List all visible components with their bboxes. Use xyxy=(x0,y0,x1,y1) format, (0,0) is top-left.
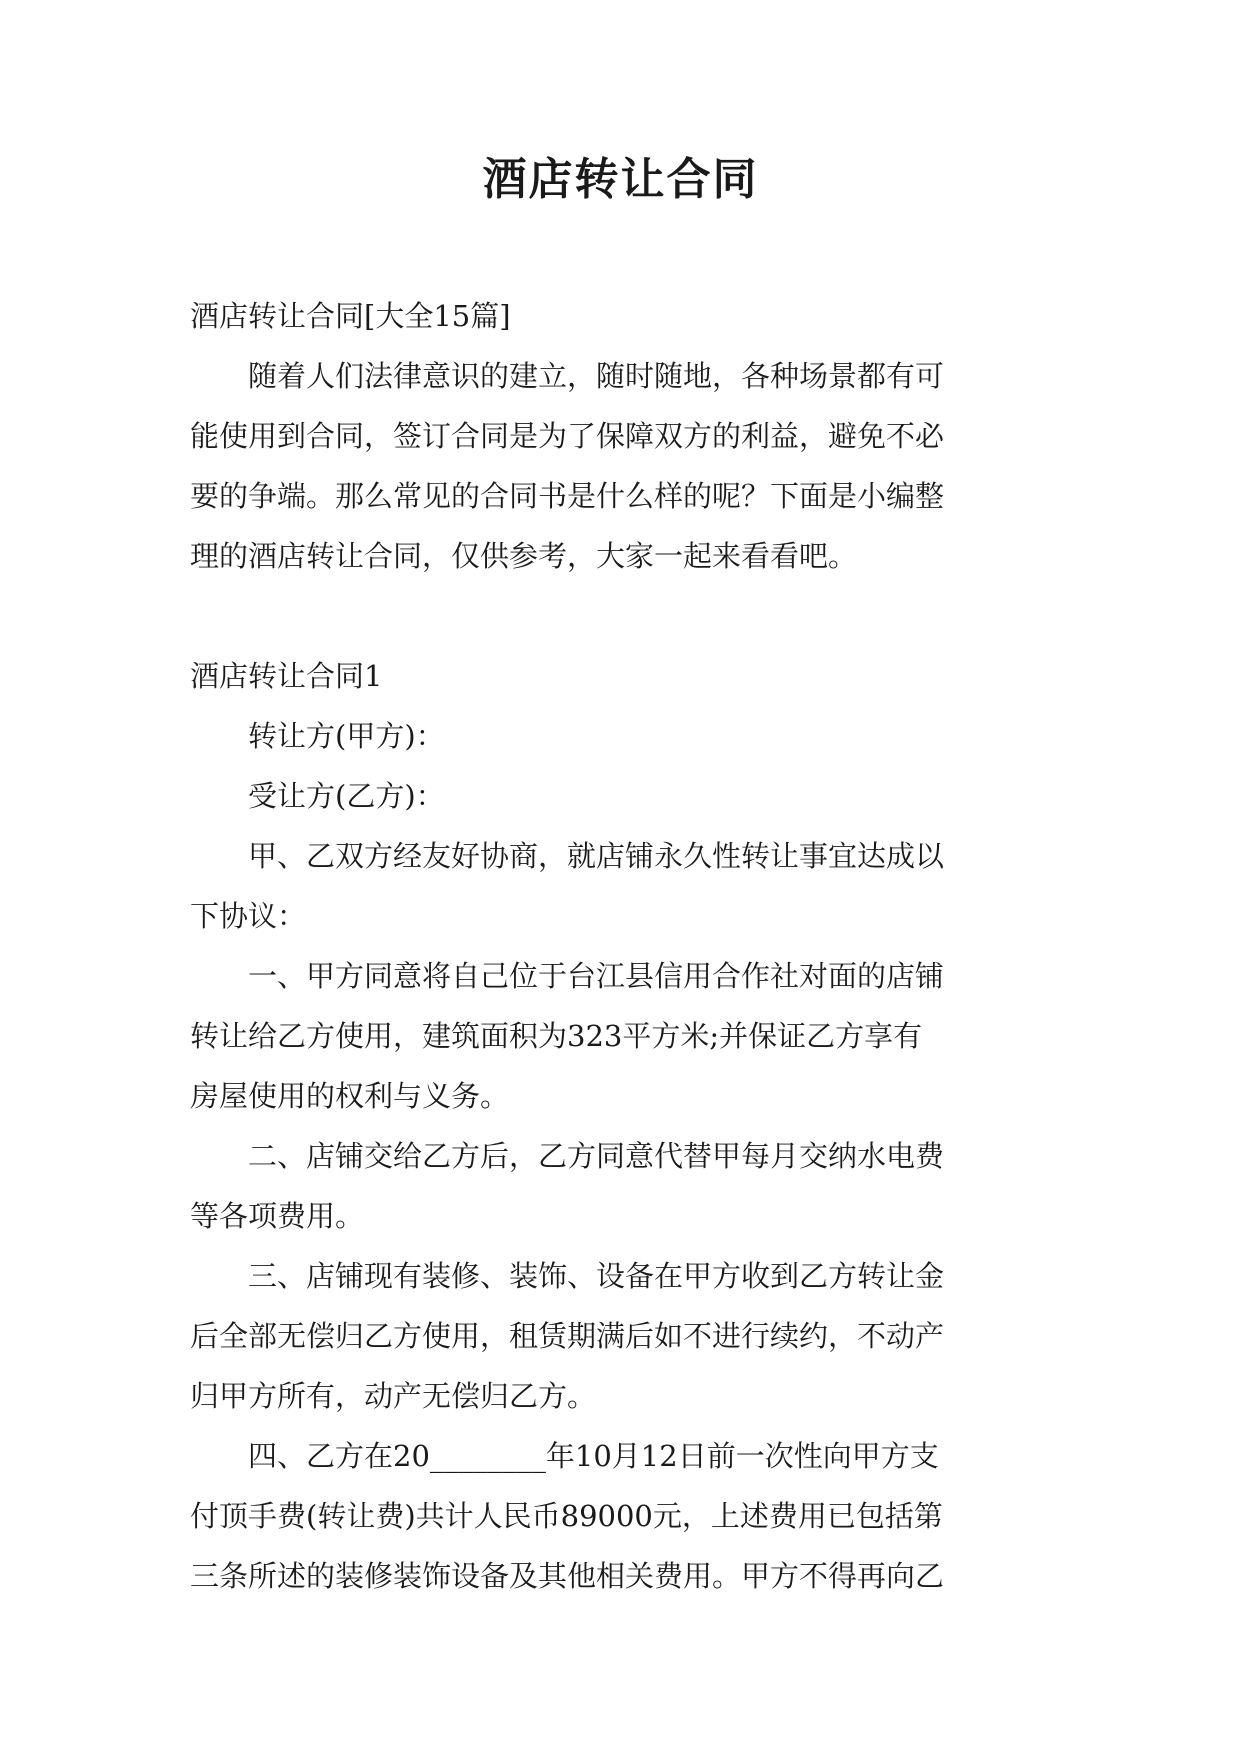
intro-line: 能使用到合同，签订合同是为了保障双方的利益，避免不必 xyxy=(190,419,945,453)
section-gap xyxy=(190,586,1050,646)
agreement-line: 下协议： xyxy=(190,899,307,933)
agreement-paragraph xyxy=(190,826,1050,946)
party-a-line: 转让方(甲方)： xyxy=(248,719,445,753)
clause-line: 房屋使用的权利与义务。 xyxy=(190,1079,510,1113)
clause-line: 归甲方所有，动产无偿归乙方。 xyxy=(190,1379,597,1413)
clause-line: 后全部无偿归乙方使用，租赁期满后如不进行续约，不动产 xyxy=(190,1319,945,1353)
clause-line: 等各项费用。 xyxy=(190,1199,365,1233)
clause-1 xyxy=(190,946,1050,1126)
intro-line: 随着人们法律意识的建立，随时随地，各种场景都有可 xyxy=(248,359,945,393)
intro-line: 理的酒店转让合同，仅供参考，大家一起来看看吧。 xyxy=(190,539,858,573)
clause-line: 三条所述的装修装饰设备及其他相关费用。甲方不得再向乙 xyxy=(190,1559,945,1593)
section-heading: 酒店转让合同1 xyxy=(190,659,383,693)
intro-paragraph xyxy=(190,346,1050,586)
clause-4 xyxy=(190,1426,1050,1606)
document-subtitle: 酒店转让合同[大全15篇] xyxy=(190,299,511,333)
clause-line: 转让给乙方使用，建筑面积为323平方米;并保证乙方享有 xyxy=(190,1019,923,1053)
document-body xyxy=(190,286,1050,1606)
clause-line: 二、店铺交给乙方后，乙方同意代替甲每月交纳水电费 xyxy=(248,1139,945,1173)
document-title: 酒店转让合同 xyxy=(482,154,759,205)
clause-line: 四、乙方在20________年10月12日前一次性向甲方支 xyxy=(248,1439,939,1473)
clause-3 xyxy=(190,1246,1050,1426)
agreement-line: 甲、乙双方经友好协商，就店铺永久性转让事宜达成以 xyxy=(248,839,945,873)
intro-line: 要的争端。那么常见的合同书是什么样的呢？下面是小编整 xyxy=(190,479,945,513)
clause-line: 三、店铺现有装修、装饰、设备在甲方收到乙方转让金 xyxy=(248,1259,945,1293)
clause-2 xyxy=(190,1126,1050,1246)
clause-line: 一、甲方同意将自己位于台江县信用合作社对面的店铺 xyxy=(248,959,945,993)
party-b-line: 受让方(乙方)： xyxy=(248,779,445,813)
clause-line: 付顶手费(转让费)共计人民币89000元，上述费用已包括第 xyxy=(190,1499,943,1533)
